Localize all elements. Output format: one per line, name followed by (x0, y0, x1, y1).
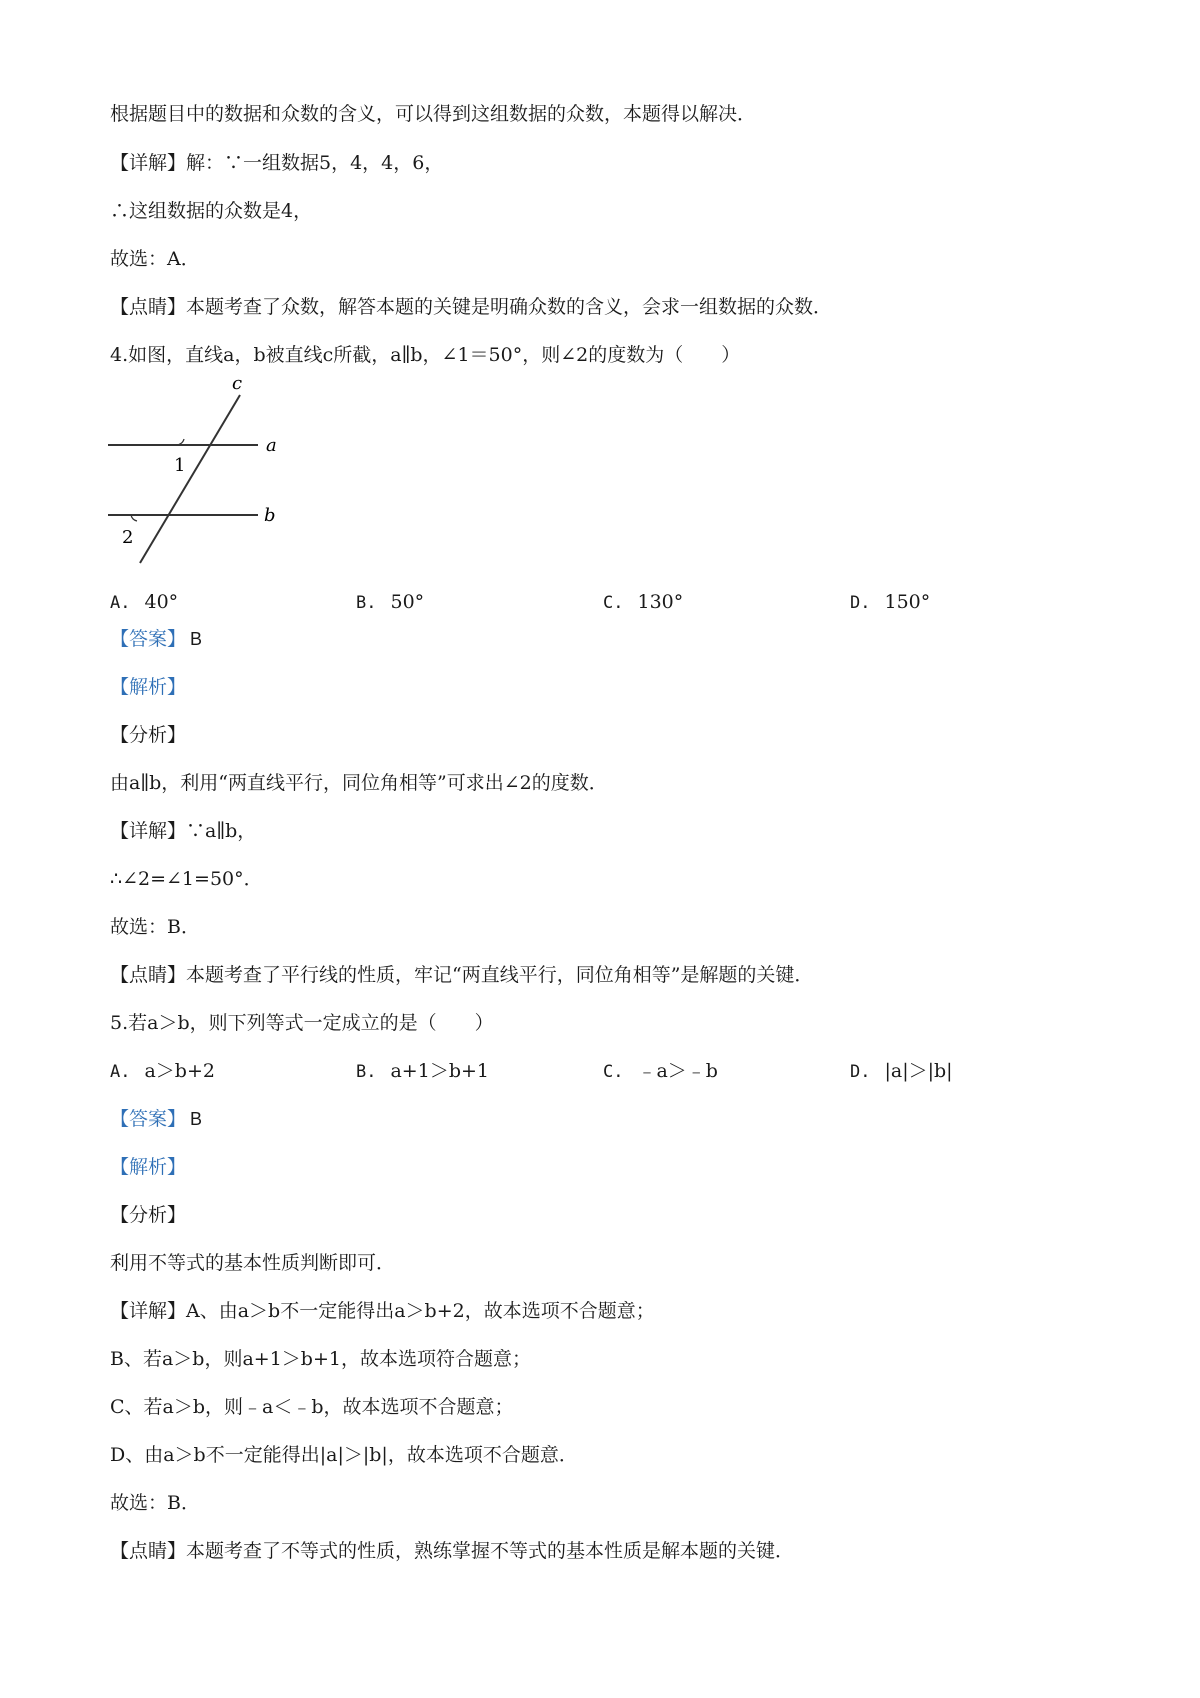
q5-analysis-tag: 【分析】 (110, 1204, 187, 1226)
q4-comment-text: 【点睛】本题考查了平行线的性质，牢记“两直线平行，同位角相等”是解题的关键． (110, 964, 814, 986)
label-c: c (232, 375, 243, 394)
q5-option-c: C. ﹣a＞﹣b (603, 1060, 718, 1082)
label-b: b (264, 505, 276, 526)
q4-option-c: C. 130° (603, 591, 684, 613)
q5-comment-text: 【点睛】本题考查了不等式的性质，熟练掌握不等式的基本性质是解本题的关键． (110, 1540, 795, 1562)
q5-detail-a: 【详解】A、由a＞b不一定能得出a＞b+2，故本选项不合题意； (110, 1300, 655, 1322)
q4-option-a: A. 40° (110, 591, 179, 613)
label-2: 2 (122, 527, 134, 548)
q5-option-b: B. a+1＞b+1 (356, 1060, 489, 1082)
label-a: a (266, 435, 277, 456)
q5-analysis-text: 利用不等式的基本性质判断即可． (110, 1252, 396, 1274)
q4-option-d: D. 150° (850, 591, 931, 613)
q5-parse-tag: 【解析】 (110, 1156, 187, 1178)
q4-stem: 4.如图，直线a，b被直线c所截，a∥b，∠1＝50°，则∠2的度数为（ ） (110, 344, 741, 366)
q4-therefore-text: ∴∠2=∠1=50°． (110, 868, 263, 890)
q5-detail-d: D、由a＞b不一定能得出|a|＞|b|，故本选项不合题意． (110, 1444, 578, 1466)
q5-option-a: A. a＞b+2 (110, 1060, 215, 1082)
q5-detail-b: B、若a＞b，则a+1＞b+1，故本选项符合题意； (110, 1348, 531, 1370)
q4-parse-tag: 【解析】 (110, 676, 187, 698)
q3-comment-text: 【点睛】本题考查了众数，解答本题的关键是明确众数的含义，会求一组数据的众数． (110, 296, 833, 318)
q4-choice-text: 故选：B． (110, 916, 200, 938)
q4-detail-text: 【详解】∵a∥b， (110, 820, 257, 842)
q4-option-b: B. 50° (356, 591, 425, 613)
q4-analysis-tag: 【分析】 (110, 724, 187, 746)
q3-therefore-text: ∴这组数据的众数是4， (110, 200, 313, 222)
q3-analysis-text: 根据题目中的数据和众数的含义，可以得到这组数据的众数，本题得以解决． (110, 103, 757, 125)
label-1: 1 (174, 455, 186, 476)
q5-option-d: D. |a|＞|b| (850, 1060, 953, 1082)
q4-answer: 【答案】 B (110, 628, 203, 650)
q3-detail-text: 【详解】解：∵一组数据5，4，4，6， (110, 152, 444, 174)
parallel-lines-figure (100, 375, 280, 565)
q5-choice-text: 故选：B． (110, 1492, 200, 1514)
q5-detail-c: C、若a＞b，则﹣a＜﹣b，故本选项不合题意； (110, 1396, 514, 1418)
line-c (140, 395, 240, 563)
q5-answer: 【答案】 B (110, 1108, 203, 1130)
q3-choice-text: 故选：A． (110, 248, 200, 270)
q4-analysis-text: 由a∥b，利用“两直线平行，同位角相等”可求出∠2的度数． (110, 772, 608, 794)
q5-stem: 5.若a＞b，则下列等式一定成立的是（ ） (110, 1012, 494, 1034)
